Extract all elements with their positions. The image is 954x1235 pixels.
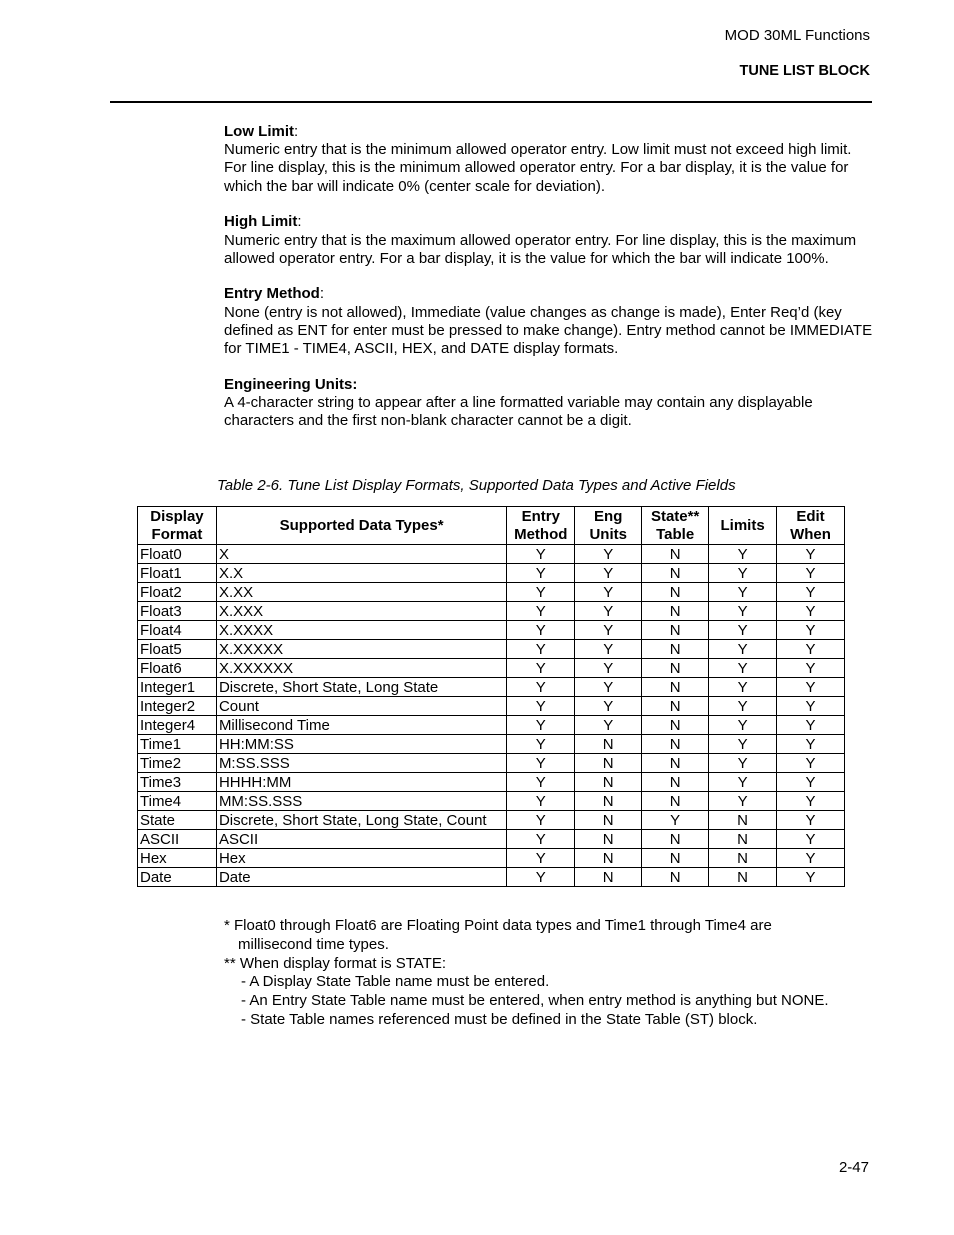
table-row	[138, 659, 845, 678]
entry-method-cell: Y	[507, 640, 575, 659]
limits-cell: Y	[709, 602, 777, 621]
data-types-cell: X.XXX	[216, 602, 506, 621]
display-format-cell: Integer1	[138, 678, 217, 697]
limits-cell: Y	[709, 697, 777, 716]
footnote-item: - An Entry State Table name must be entered, when entry method is anything but NONE.	[241, 992, 829, 1010]
data-types-cell: X.XXXX	[216, 621, 506, 640]
eng-units-cell: Y	[575, 640, 642, 659]
entry-method-cell: Y	[507, 678, 575, 697]
table-row	[138, 773, 845, 792]
footnote-item: - A Display State Table name must be entered.	[241, 973, 550, 991]
section-title: TUNE LIST BLOCK	[739, 63, 870, 79]
edit-when-cell: Y	[777, 849, 845, 868]
data-types-cell: X	[216, 545, 506, 564]
edit-when-cell: Y	[777, 621, 845, 640]
data-types-cell: X.X	[216, 564, 506, 583]
display-format-cell: Time3	[138, 773, 217, 792]
edit-when-cell: Y	[777, 735, 845, 754]
state-table-cell: N	[642, 792, 709, 811]
limits-cell: Y	[709, 621, 777, 640]
definition-entry-method	[224, 285, 874, 358]
entry-method-cell: Y	[507, 811, 575, 830]
document-title: MOD 30ML Functions	[724, 27, 870, 44]
state-table-cell: N	[642, 583, 709, 602]
eng-units-cell: N	[575, 830, 642, 849]
limits-cell: Y	[709, 773, 777, 792]
state-table-cell: N	[642, 697, 709, 716]
state-table-cell: N	[642, 716, 709, 735]
table-row	[138, 735, 845, 754]
edit-when-cell: Y	[777, 659, 845, 678]
definition-text: None (entry is not allowed), Immediate (value changes as change is made), Enter Req’d (key defined as ENT for enter must be pressed to make change). Entry method cannot be IMMEDIATE for TIME1 - TIME4, ASCII, HEX, and DATE display formats.	[224, 303, 873, 358]
display-format-cell: Integer4	[138, 716, 217, 735]
table-row	[138, 716, 845, 735]
state-table-cell: N	[642, 830, 709, 849]
entry-method-cell: Y	[507, 735, 575, 754]
limits-cell: Y	[709, 754, 777, 773]
eng-units-cell: N	[575, 868, 642, 887]
footnote-double-asterisk: ** When display format is STATE:	[224, 954, 447, 972]
header-supported-data-types: Supported Data Types*	[216, 507, 506, 545]
display-formats-table	[137, 506, 845, 887]
edit-when-cell: Y	[777, 545, 845, 564]
edit-when-cell: Y	[777, 811, 845, 830]
display-format-cell: Float0	[138, 545, 217, 564]
definition-low-limit	[224, 123, 874, 196]
table-body	[138, 545, 845, 887]
header-state-table: State** Table	[642, 507, 709, 545]
table-header-row	[138, 507, 845, 545]
display-format-cell: Float3	[138, 602, 217, 621]
table-row	[138, 792, 845, 811]
limits-cell: N	[709, 849, 777, 868]
table-row	[138, 849, 845, 868]
eng-units-cell: Y	[575, 697, 642, 716]
data-types-cell: HHHH:MM	[216, 773, 506, 792]
definition-suffix: :	[297, 213, 302, 231]
data-types-cell: Hex	[216, 849, 506, 868]
table-row	[138, 583, 845, 602]
definition-term: Low Limit	[224, 123, 294, 140]
header-limits: Limits	[709, 507, 777, 545]
table-row	[138, 545, 845, 564]
state-table-cell: N	[642, 678, 709, 697]
eng-units-cell: Y	[575, 564, 642, 583]
limits-cell: N	[709, 830, 777, 849]
state-table-cell: N	[642, 849, 709, 868]
header-display-format: Display Format	[138, 507, 217, 545]
table-row	[138, 602, 845, 621]
entry-method-cell: Y	[507, 545, 575, 564]
limits-cell: N	[709, 811, 777, 830]
state-table-cell: N	[642, 602, 709, 621]
edit-when-cell: Y	[777, 754, 845, 773]
data-types-cell: X.XX	[216, 583, 506, 602]
eng-units-cell: Y	[575, 678, 642, 697]
display-format-cell: Float4	[138, 621, 217, 640]
display-format-cell: Float2	[138, 583, 217, 602]
eng-units-cell: Y	[575, 602, 642, 621]
footnote-single-asterisk-continued: millisecond time types.	[238, 935, 389, 953]
edit-when-cell: Y	[777, 830, 845, 849]
header-edit-when: Edit When	[777, 507, 845, 545]
edit-when-cell: Y	[777, 583, 845, 602]
header-entry-method: Entry Method	[507, 507, 575, 545]
state-table-cell: N	[642, 868, 709, 887]
table-row	[138, 697, 845, 716]
eng-units-cell: N	[575, 735, 642, 754]
display-format-cell: Date	[138, 868, 217, 887]
entry-method-cell: Y	[507, 868, 575, 887]
limits-cell: Y	[709, 716, 777, 735]
edit-when-cell: Y	[777, 773, 845, 792]
entry-method-cell: Y	[507, 564, 575, 583]
edit-when-cell: Y	[777, 792, 845, 811]
definitions-section	[224, 123, 874, 448]
edit-when-cell: Y	[777, 868, 845, 887]
data-types-cell: X.XXXXX	[216, 640, 506, 659]
data-types-cell: Discrete, Short State, Long State, Count	[216, 811, 506, 830]
eng-units-cell: N	[575, 849, 642, 868]
edit-when-cell: Y	[777, 640, 845, 659]
eng-units-cell: N	[575, 792, 642, 811]
limits-cell: Y	[709, 678, 777, 697]
display-format-cell: Float6	[138, 659, 217, 678]
data-types-cell: X.XXXXXX	[216, 659, 506, 678]
definition-engineering-units	[224, 376, 874, 431]
table-caption: Table 2-6. Tune List Display Formats, Supported Data Types and Active Fields	[217, 477, 736, 494]
definition-suffix: :	[319, 285, 325, 303]
entry-method-cell: Y	[507, 773, 575, 792]
eng-units-cell: N	[575, 773, 642, 792]
state-table-cell: Y	[642, 811, 709, 830]
header-divider	[110, 101, 872, 103]
entry-method-cell: Y	[507, 754, 575, 773]
definition-suffix: :	[294, 123, 299, 140]
eng-units-cell: Y	[575, 583, 642, 602]
limits-cell: Y	[709, 564, 777, 583]
limits-cell: Y	[709, 792, 777, 811]
eng-units-cell: N	[575, 811, 642, 830]
state-table-cell: N	[642, 545, 709, 564]
state-table-cell: N	[642, 735, 709, 754]
table-row	[138, 754, 845, 773]
limits-cell: Y	[709, 659, 777, 678]
display-format-cell: Float1	[138, 564, 217, 583]
eng-units-cell: N	[575, 754, 642, 773]
definition-text: Numeric entry that is the minimum allowed operator entry. Low limit must not exceed high limit. For line display, this is the minimum allowed operator entry. For a bar display, it is the value for which the bar will indicate 0% (center scale for deviation).	[224, 141, 852, 195]
data-types-cell: Discrete, Short State, Long State	[216, 678, 506, 697]
limits-cell: Y	[709, 545, 777, 564]
limits-cell: N	[709, 868, 777, 887]
entry-method-cell: Y	[507, 716, 575, 735]
entry-method-cell: Y	[507, 602, 575, 621]
display-format-cell: Time2	[138, 754, 217, 773]
display-format-cell: Float5	[138, 640, 217, 659]
data-types-cell: MM:SS.SSS	[216, 792, 506, 811]
table-row	[138, 564, 845, 583]
footnote-item: - State Table names referenced must be defined in the State Table (ST) block.	[241, 1010, 758, 1028]
table-row	[138, 678, 845, 697]
definition-high-limit	[224, 213, 874, 268]
state-table-cell: N	[642, 754, 709, 773]
entry-method-cell: Y	[507, 792, 575, 811]
definition-text: A 4-character string to appear after a line formatted variable may contain any displayable characters and the first non-blank character cannot be a digit.	[224, 393, 813, 430]
data-types-cell: Millisecond Time	[216, 716, 506, 735]
table-row	[138, 621, 845, 640]
eng-units-cell: Y	[575, 621, 642, 640]
table-row	[138, 868, 845, 887]
edit-when-cell: Y	[777, 697, 845, 716]
eng-units-cell: Y	[575, 545, 642, 564]
definition-term: Engineering Units:	[224, 375, 358, 393]
table-row	[138, 830, 845, 849]
data-types-cell: ASCII	[216, 830, 506, 849]
data-types-cell: Date	[216, 868, 506, 887]
entry-method-cell: Y	[507, 849, 575, 868]
entry-method-cell: Y	[507, 830, 575, 849]
entry-method-cell: Y	[507, 697, 575, 716]
header-eng-units: Eng Units	[575, 507, 642, 545]
edit-when-cell: Y	[777, 564, 845, 583]
state-table-cell: N	[642, 564, 709, 583]
definition-term: Entry Method	[224, 285, 320, 303]
display-format-cell: Integer2	[138, 697, 217, 716]
display-format-cell: State	[138, 811, 217, 830]
edit-when-cell: Y	[777, 716, 845, 735]
display-format-cell: ASCII	[138, 830, 217, 849]
limits-cell: Y	[709, 640, 777, 659]
footnotes	[224, 917, 884, 1030]
state-table-cell: N	[642, 659, 709, 678]
display-format-cell: Time1	[138, 735, 217, 754]
definition-term: High Limit	[224, 213, 298, 231]
data-types-cell: M:SS.SSS	[216, 754, 506, 773]
edit-when-cell: Y	[777, 602, 845, 621]
state-table-cell: N	[642, 621, 709, 640]
data-types-cell: HH:MM:SS	[216, 735, 506, 754]
page-number: 2-47	[838, 1159, 869, 1176]
eng-units-cell: Y	[575, 659, 642, 678]
definition-text: Numeric entry that is the maximum allowed operator entry. For line display, this is the maximum allowed operator entry. For a bar display, it is the value for which the bar will indicate 100%.	[224, 231, 857, 267]
data-types-cell: Count	[216, 697, 506, 716]
edit-when-cell: Y	[777, 678, 845, 697]
state-table-cell: N	[642, 773, 709, 792]
table-row	[138, 811, 845, 830]
entry-method-cell: Y	[507, 621, 575, 640]
limits-cell: Y	[709, 735, 777, 754]
footnote-single-asterisk: * Float0 through Float6 are Floating Point data types and Time1 through Time4 are	[224, 917, 772, 934]
entry-method-cell: Y	[507, 583, 575, 602]
entry-method-cell: Y	[507, 659, 575, 678]
limits-cell: Y	[709, 583, 777, 602]
display-format-cell: Hex	[138, 849, 217, 868]
eng-units-cell: Y	[575, 716, 642, 735]
table-row	[138, 640, 845, 659]
display-format-cell: Time4	[138, 792, 217, 811]
state-table-cell: N	[642, 640, 709, 659]
